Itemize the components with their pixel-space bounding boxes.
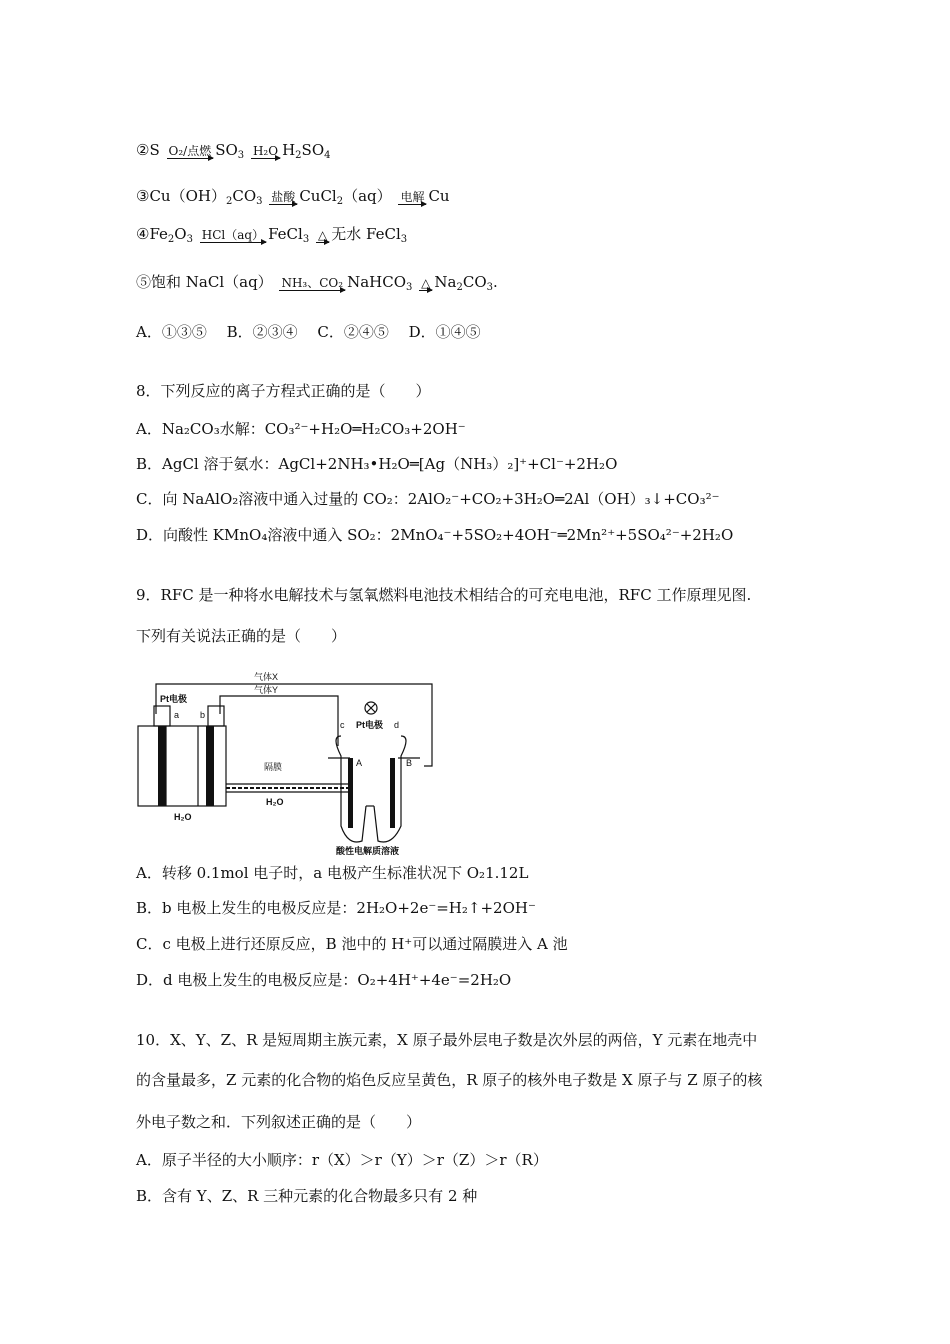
reaction-arrow: 盐酸 (271, 190, 296, 204)
label-d: d (394, 720, 400, 730)
reaction-arrow: △ (318, 228, 328, 242)
q9-option-c: C．c 电极上进行还原反应，B 池中的 H⁺可以通过隔膜进入 A 池 (136, 935, 568, 953)
label-pt-left: Pt电极 (160, 694, 188, 704)
label-pool-a: A (356, 758, 363, 768)
label-a: a (174, 710, 180, 720)
q8-option-d: D．向酸性 KMnO₄溶液中通入 SO₂：2MnO₄⁻+5SO₂+4OH⁻═2Mn²⁺+5SO₄²⁻+2H₂O (136, 526, 734, 544)
label-gas-x: 气体X (254, 672, 279, 682)
q9-option-d: D．d 电极上发生的电极反应是：O₂+4H⁺+4e⁻=2H₂O (136, 971, 512, 989)
label-h2o-pipe: H₂O (266, 797, 284, 807)
q7-item-4: $④Fe_2O_3$ HCl（aq） FeCl$_3$ △ 无水 FeCl$_3$ (136, 225, 408, 245)
q10-option-b: B．含有 Y、Z、R 三种元素的化合物最多只有 2 种 (136, 1187, 478, 1205)
reaction-arrow: △ (421, 276, 431, 290)
q9-option-b: B．b 电极上发生的电极反应是：2H₂O+2e⁻=H₂↑+2OH⁻ (136, 899, 536, 917)
label-gas-y: 气体Y (254, 685, 279, 695)
label-electrolyte: 酸性电解质溶液 (336, 846, 400, 856)
reaction-arrow: NH₃、CO₂ (281, 276, 344, 290)
reaction-arrow: 电解 (400, 190, 425, 204)
q7-item-3: $③Cu(OH)_2CO_3$ 盐酸 CuCl$_2$（aq） 电解 Cu (136, 187, 450, 207)
q9-stem-line2: 下列有关说法正确的是（ ） (136, 627, 347, 645)
q8-option-b: B．AgCl 溶于氨水：AgCl+2NH₃•H₂O═[Ag（NH₃）₂]⁺+Cl⁻+2H₂O (136, 455, 618, 473)
q10-stem-line2: 的含量最多，Z 元素的化合物的焰色反应呈黄色，R 原子的核外电子数是 X 原子与 Z 原子的核 (136, 1071, 763, 1089)
q9-option-a: A．转移 0.1mol 电子时，a 电极产生标准状况下 O₂1.12L (136, 864, 529, 882)
q7-item-5: ⑤饱和 NaCl（aq） NH₃、CO₂ NaHCO$_3$ △ $Na_2CO_3$. (136, 273, 498, 293)
rfc-diagram (136, 666, 436, 856)
q8-option-a: A．Na₂CO₃水解：CO₃²⁻+H₂O═H₂CO₃+2OH⁻ (136, 420, 466, 438)
label-c: c (340, 720, 345, 730)
reaction-arrow: H₂O (252, 144, 279, 158)
q7-item-2: ②S O₂/点燃 $SO_3$ H₂O $H_2SO_4$ (136, 141, 331, 161)
q10-stem-line1: 10．X、Y、Z、R 是短周期主族元素，X 原子最外层电子数是次外层的两倍，Y 元素在地壳中 (136, 1031, 758, 1049)
label-b: b (200, 710, 206, 720)
label-h2o: H₂O (174, 812, 192, 822)
q9-stem-line1: 9．RFC 是一种将水电解技术与氢氧燃料电池技术相结合的可充电电池，RFC 工作原理见图. (136, 586, 752, 604)
q10-stem-line3: 外电子数之和．下列叙述正确的是（ ） (136, 1113, 422, 1131)
label-membrane: 隔膜 (264, 762, 283, 772)
q10-option-a: A．原子半径的大小顺序：r（X）＞r（Y）＞r（Z）＞r（R） (136, 1151, 548, 1169)
reaction-arrow: HCl（aq） (201, 228, 265, 242)
q8-option-c: C．向 NaAlO₂溶液中通入过量的 CO₂：2AlO₂⁻+CO₂+3H₂O═2Al（OH）₃↓+CO₃²⁻ (136, 490, 720, 508)
reaction-arrow: O₂/点燃 (168, 144, 212, 158)
q7-options: A．①③⑤ B．②③④ C．②④⑤ D．①④⑤ (136, 323, 481, 341)
label-pool-b: B (406, 758, 413, 768)
label-pt-right: Pt电极 (356, 720, 384, 730)
q8-stem: 8．下列反应的离子方程式正确的是（ ） (136, 382, 431, 400)
